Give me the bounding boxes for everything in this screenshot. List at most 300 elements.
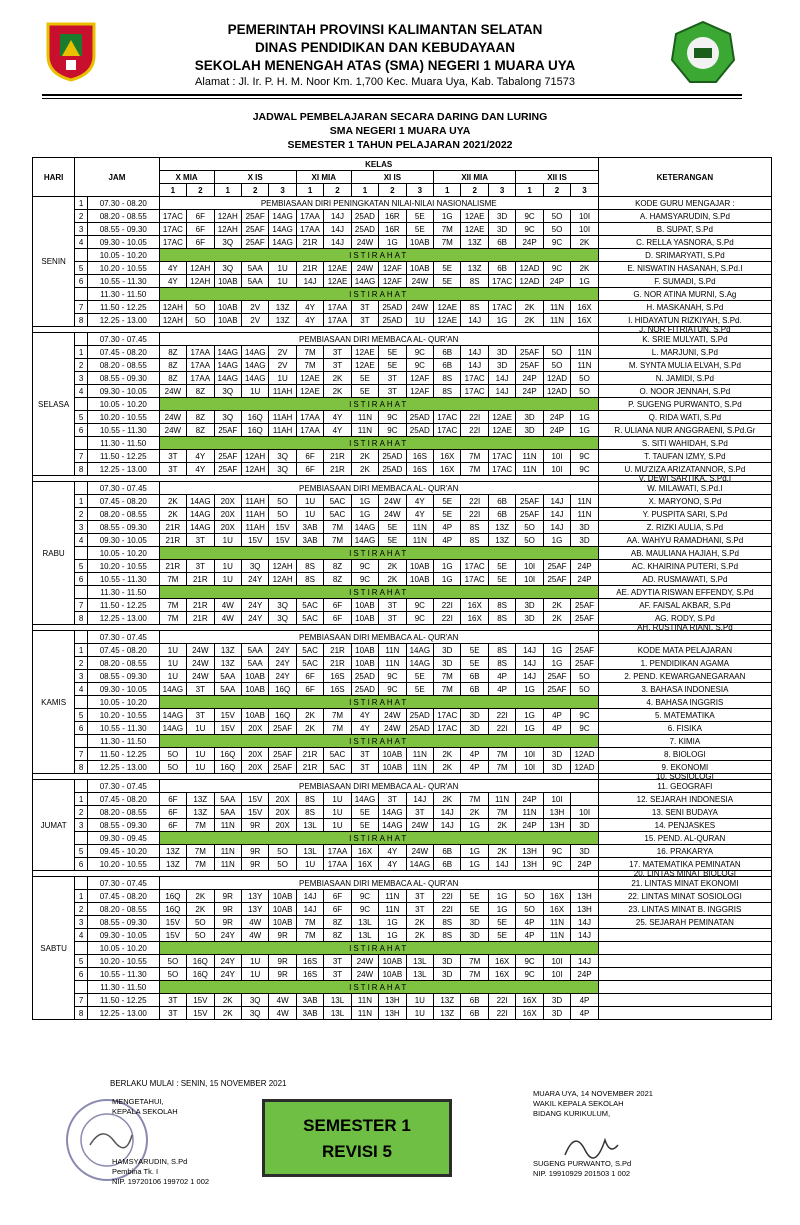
- vice-principal-caption: BIDANG KURIKULUM,: [533, 1109, 611, 1118]
- day-cell: JUMAT: [33, 780, 75, 871]
- lesson-cell: 4Y: [324, 411, 351, 424]
- time-cell: 11.50 - 12.25: [87, 450, 159, 463]
- time-cell: 09.30 - 10.05: [87, 236, 159, 249]
- time-cell: 10.20 - 10.55: [87, 560, 159, 573]
- keterangan-cell: 4. BAHASA INGGRIS: [598, 696, 771, 709]
- lesson-cell: 2K: [406, 916, 433, 929]
- period-number: 2: [75, 806, 88, 819]
- lesson-cell: 16S: [296, 955, 323, 968]
- class-number: 2: [187, 184, 214, 197]
- lesson-cell: 3Q: [214, 385, 241, 398]
- lesson-cell: 10AB: [241, 670, 268, 683]
- time-cell: 10.20 - 10.55: [87, 955, 159, 968]
- schedule-row: [33, 780, 772, 793]
- schedule-row: [33, 877, 772, 890]
- lesson-cell: 10AB: [406, 262, 433, 275]
- lesson-cell: 3T: [351, 761, 378, 774]
- schedule-row: [33, 890, 772, 903]
- lesson-cell: 8Z: [324, 573, 351, 586]
- lesson-cell: 3D: [434, 955, 461, 968]
- lesson-cell: 4P: [488, 670, 515, 683]
- keterangan-cell: B. SUPAT, S.Pd: [598, 223, 771, 236]
- lesson-cell: 2K: [543, 599, 570, 612]
- period-number: 1: [75, 793, 88, 806]
- period-number: [75, 249, 88, 262]
- lesson-cell: 1G: [379, 236, 406, 249]
- lesson-cell: 16X: [516, 994, 543, 1007]
- signature-icon: [560, 1125, 620, 1165]
- lesson-cell: 2K: [351, 463, 378, 476]
- lesson-cell: 14AG: [351, 521, 378, 534]
- lesson-cell: 8Z: [159, 372, 186, 385]
- lesson-cell: 17AC: [434, 424, 461, 437]
- lesson-cell: 13Z: [159, 858, 186, 871]
- lesson-cell: 5E: [434, 508, 461, 521]
- lesson-cell: 15V: [241, 534, 268, 547]
- lesson-cell: 5E: [379, 346, 406, 359]
- lesson-cell: 6B: [434, 359, 461, 372]
- col-kelas: KELAS: [159, 158, 598, 171]
- lesson-cell: 1U: [159, 670, 186, 683]
- lesson-cell: 7M: [488, 748, 515, 761]
- time-cell: 10.55 - 11.30: [87, 722, 159, 735]
- lesson-cell: 3D: [543, 994, 570, 1007]
- header-address: Alamat : Jl. Ir. P. H. M. Noor Km. 1,700 Kec. Muara Uya, Kab. Tabalong 71573: [195, 76, 575, 88]
- lesson-cell: 3D: [516, 411, 543, 424]
- class-number: 1: [351, 184, 378, 197]
- lesson-cell: 7M: [488, 761, 515, 774]
- lesson-cell: 16Q: [269, 683, 296, 696]
- lesson-cell: 3T: [379, 599, 406, 612]
- time-cell: 10.05 - 10.20: [87, 942, 159, 955]
- lesson-cell: 5O: [159, 968, 186, 981]
- lesson-cell: 10I: [516, 560, 543, 573]
- lesson-cell: 3T: [187, 709, 214, 722]
- lesson-cell: 14AG: [379, 806, 406, 819]
- lesson-cell: 2K: [434, 748, 461, 761]
- class-number: 2: [461, 184, 488, 197]
- lesson-cell: 25AF: [543, 683, 570, 696]
- lesson-cell: 14J: [488, 372, 515, 385]
- lesson-cell: 3D: [488, 346, 515, 359]
- period-number: 4: [75, 534, 88, 547]
- time-cell: 07.45 - 08.20: [87, 793, 159, 806]
- lesson-cell: 9C: [351, 903, 378, 916]
- time-cell: 09.30 - 10.05: [87, 929, 159, 942]
- lesson-cell: 8Z: [187, 385, 214, 398]
- schedule-row: [33, 210, 772, 223]
- keterangan-cell: [598, 968, 771, 981]
- day-cell: SENIN: [33, 197, 75, 327]
- time-cell: 07.45 - 08.20: [87, 890, 159, 903]
- lesson-cell: 10I: [516, 748, 543, 761]
- lesson-cell: 17AC: [434, 709, 461, 722]
- time-cell: 12.25 - 13.00: [87, 463, 159, 476]
- lesson-cell: 16R: [379, 223, 406, 236]
- lesson-cell: 11N: [351, 411, 378, 424]
- lesson-cell: 25AF: [543, 560, 570, 573]
- keterangan-cell: 2. PEND. KEWARGANEGARAAN: [598, 670, 771, 683]
- lesson-cell: 8S: [461, 534, 488, 547]
- lesson-cell: 7M: [434, 670, 461, 683]
- break-cell: ISTIRAHAT: [159, 437, 598, 450]
- period-number: 6: [75, 858, 88, 871]
- lesson-cell: 7M: [187, 858, 214, 871]
- lesson-cell: 21R: [187, 573, 214, 586]
- lesson-cell: 17AC: [159, 210, 186, 223]
- lesson-cell: 11N: [406, 534, 433, 547]
- lesson-cell: 5E: [351, 819, 378, 832]
- lesson-cell: 4P: [571, 1007, 599, 1020]
- lesson-cell: 5AA: [241, 262, 268, 275]
- lesson-cell: 24W: [351, 262, 378, 275]
- lesson-cell: 17AA: [296, 424, 323, 437]
- lesson-cell: 9C: [571, 463, 599, 476]
- lesson-cell: 12AD: [571, 761, 599, 774]
- lesson-cell: 4Y: [296, 314, 323, 327]
- lesson-cell: 20X: [269, 819, 296, 832]
- lesson-cell: 13Z: [187, 793, 214, 806]
- schedule-row: [33, 288, 772, 301]
- keterangan-cell: 20. LINTAS MINAT BIOLOGI: [598, 871, 771, 877]
- time-cell: 08.55 - 09.30: [87, 916, 159, 929]
- time-cell: 08.20 - 08.55: [87, 359, 159, 372]
- lesson-cell: 9R: [269, 929, 296, 942]
- lesson-cell: 1G: [379, 929, 406, 942]
- lesson-cell: 7M: [434, 223, 461, 236]
- class-number: 2: [543, 184, 570, 197]
- lesson-cell: 25AF: [214, 463, 241, 476]
- lesson-cell: 11N: [571, 508, 599, 521]
- lesson-cell: 22I: [461, 411, 488, 424]
- keterangan-cell: R. ULIANA NUR ANGGRAENI, S.Pd.Gr: [598, 424, 771, 437]
- lesson-cell: 5E: [434, 275, 461, 288]
- lesson-cell: 25AD: [379, 314, 406, 327]
- lesson-cell: 3T: [187, 560, 214, 573]
- lesson-cell: 4W: [269, 994, 296, 1007]
- lesson-cell: 1G: [543, 657, 570, 670]
- lesson-cell: 8S: [434, 372, 461, 385]
- period-number: 5: [75, 560, 88, 573]
- lesson-cell: 16X: [488, 955, 515, 968]
- lesson-cell: 24W: [187, 644, 214, 657]
- lesson-cell: 12AD: [516, 262, 543, 275]
- lesson-cell: 1G: [571, 424, 599, 437]
- schedule-row: [33, 223, 772, 236]
- lesson-cell: 11N: [214, 858, 241, 871]
- lesson-cell: 17AA: [324, 314, 351, 327]
- keterangan-cell: KODE GURU MENGAJAR :: [598, 197, 771, 210]
- period-number: 5: [75, 955, 88, 968]
- break-cell: ISTIRAHAT: [159, 288, 598, 301]
- lesson-cell: 12AH: [159, 301, 186, 314]
- keterangan-cell: S. SITI WAHIDAH, S.Pd: [598, 437, 771, 450]
- keterangan-cell: 8. BIOLOGI: [598, 748, 771, 761]
- lesson-cell: 1U: [269, 372, 296, 385]
- time-cell: 09.30 - 10.05: [87, 385, 159, 398]
- keterangan-cell: N. JAMIDI, S.Pd: [598, 372, 771, 385]
- lesson-cell: 13Z: [214, 644, 241, 657]
- lesson-cell: 6F: [324, 612, 351, 625]
- lesson-cell: 3T: [379, 372, 406, 385]
- lesson-cell: 14J: [488, 385, 515, 398]
- lesson-cell: 24W: [406, 301, 433, 314]
- lesson-cell: 24W: [351, 968, 378, 981]
- lesson-cell: 14J: [516, 657, 543, 670]
- schedule-row: [33, 994, 772, 1007]
- lesson-cell: 13L: [351, 929, 378, 942]
- lesson-cell: 11N: [214, 845, 241, 858]
- lesson-cell: 3AB: [296, 994, 323, 1007]
- lesson-cell: 5E: [434, 262, 461, 275]
- lesson-cell: 8Z: [324, 929, 351, 942]
- lesson-cell: 14AG: [159, 683, 186, 696]
- lesson-cell: 13H: [379, 994, 406, 1007]
- schedule-row: [33, 1007, 772, 1020]
- time-cell: 08.55 - 09.30: [87, 521, 159, 534]
- keterangan-cell: G. NOR ATINA MURNI, S.Ag: [598, 288, 771, 301]
- keterangan-cell: 6. FISIKA: [598, 722, 771, 735]
- lesson-cell: 5O: [159, 748, 186, 761]
- schedule-row: [33, 819, 772, 832]
- lesson-cell: 10AB: [214, 275, 241, 288]
- lesson-cell: 3Q: [241, 994, 268, 1007]
- lesson-cell: 14J: [461, 314, 488, 327]
- lesson-cell: 6B: [461, 683, 488, 696]
- break-cell: ISTIRAHAT: [159, 249, 598, 262]
- lesson-cell: 5O: [187, 929, 214, 942]
- lesson-cell: 13H: [379, 1007, 406, 1020]
- lesson-cell: 20X: [241, 748, 268, 761]
- lesson-cell: 16X: [543, 890, 570, 903]
- lesson-cell: 5AA: [241, 644, 268, 657]
- keterangan-cell: J. NOR FITRIATUN, S.Pd: [598, 327, 771, 333]
- lesson-cell: 8Z: [324, 916, 351, 929]
- period-number: 3: [75, 223, 88, 236]
- lesson-cell: 14AG: [214, 359, 241, 372]
- period-number: 8: [75, 761, 88, 774]
- lesson-cell: 6F: [296, 683, 323, 696]
- lesson-cell: 24W: [159, 424, 186, 437]
- time-cell: 10.05 - 10.20: [87, 398, 159, 411]
- period-number: 3: [75, 670, 88, 683]
- lesson-cell: 24W: [406, 819, 433, 832]
- lesson-cell: 24W: [406, 275, 433, 288]
- lesson-cell: 24P: [571, 968, 599, 981]
- effective-date: BERLAKU MULAI : SENIN, 15 NOVEMBER 2021: [110, 1079, 287, 1088]
- lesson-cell: 9C: [516, 968, 543, 981]
- lesson-cell: 12AF: [379, 275, 406, 288]
- lesson-cell: 16S: [296, 968, 323, 981]
- break-cell: ISTIRAHAT: [159, 398, 598, 411]
- lesson-cell: 10AB: [406, 236, 433, 249]
- lesson-cell: 5E: [461, 890, 488, 903]
- lesson-cell: 2K: [571, 236, 599, 249]
- lesson-cell: 17AA: [324, 845, 351, 858]
- lesson-cell: 1G: [543, 534, 570, 547]
- header-row-kelas: [33, 158, 772, 171]
- activity-cell: PEMBIASAAN DIRI MEMBACA AL- QUR'AN: [159, 333, 598, 346]
- lesson-cell: 2K: [187, 903, 214, 916]
- lesson-cell: 17AC: [434, 411, 461, 424]
- lesson-cell: 14J: [571, 916, 599, 929]
- keterangan-cell: 12. SEJARAH INDONESIA: [598, 793, 771, 806]
- lesson-cell: 4P: [543, 722, 570, 735]
- letterhead: [0, 0, 800, 96]
- lesson-cell: 7M: [461, 450, 488, 463]
- lesson-cell: 11N: [406, 748, 433, 761]
- lesson-cell: 3AB: [296, 534, 323, 547]
- lesson-cell: 13H: [543, 819, 570, 832]
- keterangan-cell: [598, 955, 771, 968]
- lesson-cell: 5E: [351, 806, 378, 819]
- lesson-cell: 3Q: [241, 560, 268, 573]
- keterangan-cell: 3. BAHASA INDONESIA: [598, 683, 771, 696]
- lesson-cell: 15V: [159, 916, 186, 929]
- lesson-cell: 2K: [379, 573, 406, 586]
- lesson-cell: 13L: [296, 819, 323, 832]
- principal-nip: NIP. 19720106 199702 1 002: [112, 1177, 210, 1186]
- lesson-cell: 12AE: [351, 346, 378, 359]
- lesson-cell: 24W: [406, 845, 433, 858]
- lesson-cell: 22I: [488, 994, 515, 1007]
- lesson-cell: 1U: [406, 1007, 433, 1020]
- lesson-cell: 17AC: [159, 223, 186, 236]
- lesson-cell: 1U: [159, 644, 186, 657]
- time-cell: 10.05 - 10.20: [87, 249, 159, 262]
- time-cell: 09.30 - 10.05: [87, 534, 159, 547]
- lesson-cell: 7M: [296, 916, 323, 929]
- lesson-cell: 12AE: [434, 314, 461, 327]
- keterangan-cell: 16. PRAKARYA: [598, 845, 771, 858]
- keterangan-cell: [598, 994, 771, 1007]
- lesson-cell: 10I: [516, 573, 543, 586]
- lesson-cell: 12AD: [543, 372, 570, 385]
- time-cell: 12.25 - 13.00: [87, 1007, 159, 1020]
- lesson-cell: 9C: [571, 450, 599, 463]
- period-number: 8: [75, 463, 88, 476]
- period-number: 7: [75, 748, 88, 761]
- lesson-cell: 17AA: [296, 411, 323, 424]
- lesson-cell: 15V: [269, 534, 296, 547]
- lesson-cell: 1U: [241, 968, 268, 981]
- lesson-cell: 14AG: [214, 346, 241, 359]
- lesson-cell: 6F: [324, 599, 351, 612]
- keterangan-cell: U. MU'ZIZA ARIZATANNOR, S.Pd: [598, 463, 771, 476]
- lesson-cell: 5O: [571, 683, 599, 696]
- lesson-cell: 3D: [543, 761, 570, 774]
- lesson-cell: 2V: [269, 346, 296, 359]
- keterangan-cell: Y. PUSPITA SARI, S.Pd: [598, 508, 771, 521]
- lesson-cell: 10AB: [379, 748, 406, 761]
- period-number: 6: [75, 722, 88, 735]
- lesson-cell: 13Z: [488, 521, 515, 534]
- lesson-cell: 6B: [461, 1007, 488, 1020]
- lesson-cell: 10AB: [269, 916, 296, 929]
- lesson-cell: 3D: [434, 644, 461, 657]
- lesson-cell: 11N: [351, 424, 378, 437]
- lesson-cell: 10I: [543, 450, 570, 463]
- lesson-cell: 3Q: [214, 236, 241, 249]
- lesson-cell: 5O: [269, 508, 296, 521]
- lesson-cell: 11N: [571, 346, 599, 359]
- lesson-cell: 11N: [379, 890, 406, 903]
- period-number: [75, 832, 88, 845]
- schedule-row: [33, 735, 772, 748]
- schedule-row: [33, 314, 772, 327]
- time-cell: 07.30 - 07.45: [87, 482, 159, 495]
- lesson-cell: 13Z: [269, 301, 296, 314]
- lesson-cell: 4Y: [159, 275, 186, 288]
- vice-principal-caption: MUARA UYA, 14 NOVEMBER 2021: [533, 1089, 653, 1098]
- period-number: 5: [75, 262, 88, 275]
- lesson-cell: 14J: [461, 346, 488, 359]
- lesson-cell: 5E: [406, 670, 433, 683]
- schedule-row: [33, 463, 772, 476]
- schedule-table: [32, 157, 772, 1020]
- schedule-row: [33, 301, 772, 314]
- lesson-cell: 14J: [516, 670, 543, 683]
- lesson-cell: 5E: [379, 521, 406, 534]
- lesson-cell: 21R: [324, 644, 351, 657]
- period-number: 4: [75, 385, 88, 398]
- schedule-row: [33, 573, 772, 586]
- schedule-row: [33, 942, 772, 955]
- keterangan-cell: 11. GEOGRAFI: [598, 780, 771, 793]
- lesson-cell: 4Y: [187, 450, 214, 463]
- lesson-cell: 3D: [434, 968, 461, 981]
- lesson-cell: 9C: [379, 424, 406, 437]
- lesson-cell: 11AH: [269, 424, 296, 437]
- lesson-cell: 7M: [461, 463, 488, 476]
- lesson-cell: 9C: [406, 346, 433, 359]
- lesson-cell: 11AH: [269, 411, 296, 424]
- lesson-cell: 4Y: [379, 858, 406, 871]
- lesson-cell: 7M: [296, 359, 323, 372]
- lesson-cell: 5O: [543, 346, 570, 359]
- keterangan-cell: V. DEWI SARTIKA, S.Pd.I: [598, 476, 771, 482]
- lesson-cell: 17AA: [187, 346, 214, 359]
- lesson-cell: 1U: [187, 748, 214, 761]
- lesson-cell: 20X: [241, 761, 268, 774]
- lesson-cell: 4W: [214, 612, 241, 625]
- lesson-cell: 6B: [488, 236, 515, 249]
- period-number: 1: [75, 644, 88, 657]
- revision-box: [262, 1099, 452, 1177]
- lesson-cell: 14AG: [379, 819, 406, 832]
- lesson-cell: 3D: [571, 521, 599, 534]
- lesson-cell: 7M: [461, 793, 488, 806]
- lesson-cell: 5O: [516, 521, 543, 534]
- lesson-cell: 16X: [516, 1007, 543, 1020]
- footer: [0, 1075, 800, 1225]
- class-number: 3: [571, 184, 599, 197]
- lesson-cell: 2K: [296, 722, 323, 735]
- lesson-cell: 21R: [296, 761, 323, 774]
- keterangan-cell: [598, 929, 771, 942]
- lesson-cell: 1G: [516, 683, 543, 696]
- lesson-cell: 14AG: [241, 346, 268, 359]
- break-cell: ISTIRAHAT: [159, 735, 598, 748]
- lesson-cell: 12AE: [461, 210, 488, 223]
- lesson-cell: 2V: [241, 301, 268, 314]
- schedule-row: [33, 534, 772, 547]
- period-number: 8: [75, 314, 88, 327]
- schedule-row: [33, 547, 772, 560]
- lesson-cell: 24Y: [269, 670, 296, 683]
- break-cell: ISTIRAHAT: [159, 942, 598, 955]
- lesson-cell: 17AC: [461, 573, 488, 586]
